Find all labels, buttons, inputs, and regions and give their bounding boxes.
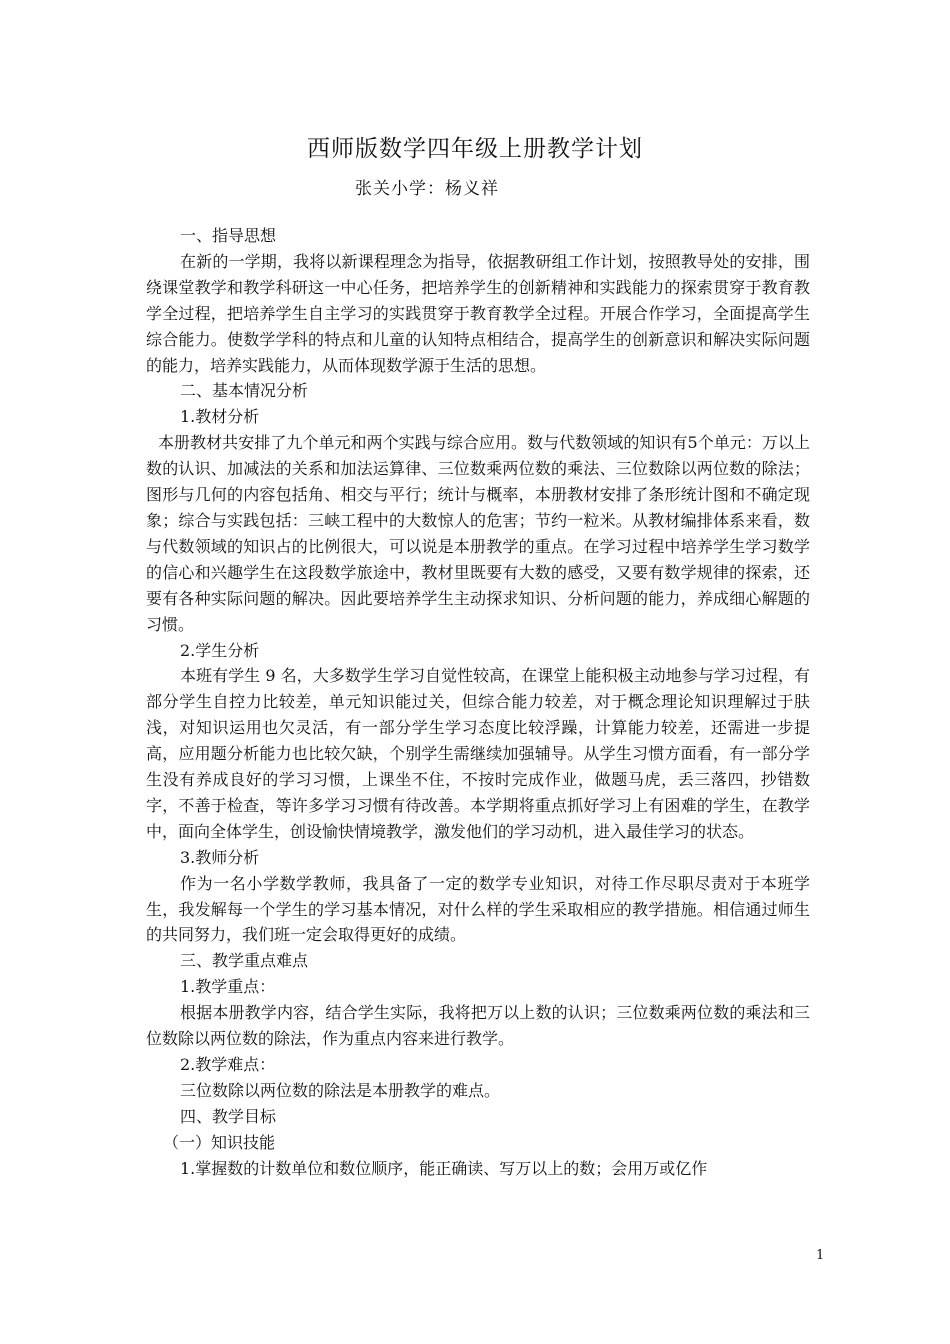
paragraph: 根据本册教学内容，结合学生实际，我将把万以上数的认识；三位数乘两位数的乘法和三位数除以两位数的除法，作为重点内容来进行教学。 [146,1003,810,1049]
document-title: 西师版数学四年级上册教学计划 [307,136,643,162]
paragraph: 三位数除以两位数的除法是本册教学的难点。 [180,1080,501,1100]
paragraph: 1.教学重点： [180,977,276,997]
paragraph: 一、指导思想 [180,226,277,245]
paragraph: 在新的一学期，我将以新课程理念为指导，依据教研组工作计划，按照教导处的安排，围绕课堂教学和教学科研这一中心任务，把培养学生的创新精神和实践能力的探索贯穿于教育教学全过程，把培养学生自主学习的实践贯穿于教育教学全过程。开展合作学习，全面提高学生综合能力。使数学学科的特点和儿童的认知特点相结合，提高学生的创新意识和解决实际问题的能力，培养实践能力，从而体现数学源于生活的思想。 [146,251,810,375]
paragraph: 三、教学重点难点 [180,951,309,971]
paragraph: 2.学生分析 [180,640,260,660]
paragraph: 2.教学难点： [180,1055,276,1074]
author-line: 张关小学：杨义祥 [355,179,499,199]
paragraph: 3.教师分析 [180,847,260,867]
paragraph: 本册教材共安排了九个单元和两个实践与综合应用。数与代数领域的知识有5个单元：万以上数的认识、加减法的关系和加法运算律、三位数乘两位数的乘法、三位数除以两位数的除法；图形与几何的内容包括角、相交与平行；统计与概率，本册教材安排了条形统计图和不确定现象；综合与实践包括：三峡工程中的大数惊人的危害；节约一粒米。从教材编排体系来看，数与代数领域的知识占的比例很大，可以说是本册教学的重点。在学习过程中培养学生学习数学的信心和兴趣学生在这段数学旅途中，教材里既要有大数的感受，又要有数学规律的探索，还要有各种实际问题的解决。因此要培养学生主动探求知识、分析问题的能力，养成细心解题的习惯。 [146,433,810,634]
paragraph: 1.掌握数的计数单位和数位顺序，能正确读、写万以上的数；会用万或亿作 [180,1158,708,1178]
page-number: 1 [816,1248,825,1263]
paragraph: 1.教材分析 [180,407,260,427]
document-body [146,223,810,1182]
paragraph: 二、基本情况分析 [180,381,309,401]
paragraph: 本班有学生 9 名，大多数学生学习自觉性较高，在课堂上能积极主动地参与学习过程，有部分学生自控力比较差，单元知识能过关，但综合能力较差，对于概念理论知识理解过于肤浅，对知识运用也欠灵活，有一部分学生学习态度比较浮躁，计算能力较差，还需进一步提高，应用题分析能力也比较欠缺，个别学生需继续加强辅导。从学生习惯方面看，有一部分学生没有养成良好的学习习惯，上课坐不住，不按时完成作业，做题马虎，丢三落四，抄错数字，不善于检查，等许多学习习惯有待改善。本学期将重点抓好学习上有困难的学生，在教学中，面向全体学生，创设愉快情境教学，激发他们的学习动机，进入最佳学习的状态。 [146,666,810,841]
paragraph: 作为一名小学数学教师，我具备了一定的数学专业知识，对待工作尽职尽责对于本班学生，我发解每一个学生的学习基本情况，对什么样的学生采取相应的教学措施。相信通过师生的共同努力，我们班一定会取得更好的成绩。 [146,873,810,945]
paragraph: 四、教学目标 [180,1106,277,1126]
paragraph: （一）知识技能 [163,1132,276,1152]
